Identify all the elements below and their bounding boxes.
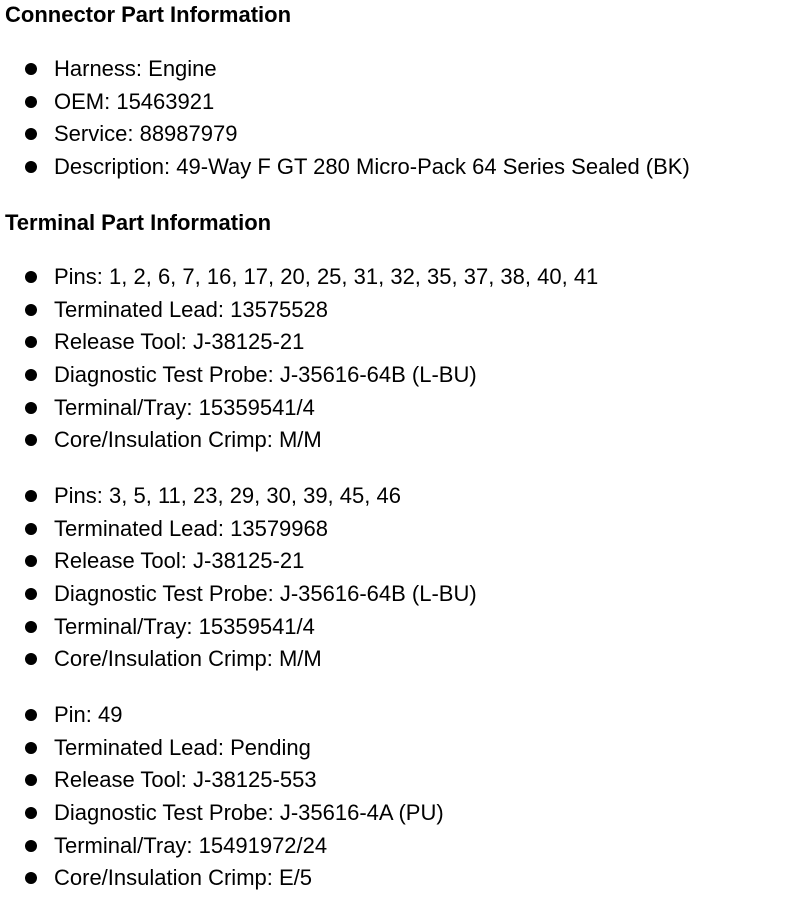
connector-item-text: Service: 88987979 xyxy=(54,121,238,147)
bullet-icon xyxy=(25,490,37,502)
bullet-icon xyxy=(25,369,37,381)
bullet-icon xyxy=(25,304,37,316)
bullet-icon xyxy=(25,742,37,754)
terminal-item-text: Pin: 49 xyxy=(54,702,123,727)
bullet-icon xyxy=(25,774,37,786)
bullet-icon xyxy=(25,588,37,600)
terminal-item-text: Release Tool: J-38125-21 xyxy=(54,329,305,355)
bullet-icon xyxy=(25,709,37,721)
bullet-icon xyxy=(25,161,37,173)
terminal-item-text: Terminal/Tray: 15359541/4 xyxy=(54,613,315,639)
bullet-icon xyxy=(25,621,37,633)
bullet-icon xyxy=(25,840,37,852)
bullet-icon xyxy=(25,63,37,75)
terminal-item-text: Core/Insulation Crimp: M/M xyxy=(54,646,322,672)
terminal-item-text: Release Tool: J-38125-553 xyxy=(54,767,317,793)
terminal-item-text: Diagnostic Test Probe: J-35616-64B (L-BU) xyxy=(54,581,477,607)
bullet-icon xyxy=(25,128,37,140)
bullet-icon xyxy=(25,872,37,884)
terminal-item-text: Core/Insulation Crimp: M/M xyxy=(54,427,322,453)
bullet-icon xyxy=(25,653,37,665)
terminal-item-text: Terminated Lead: Pending xyxy=(54,734,311,760)
bullet-icon xyxy=(25,96,37,108)
terminal-heading: Terminal Part Information xyxy=(5,210,272,235)
connector-heading: Connector Part Information xyxy=(5,2,292,27)
bullet-icon xyxy=(25,434,37,446)
terminal-item-text: Terminated Lead: 13575528 xyxy=(54,296,328,322)
bullet-icon xyxy=(25,271,37,283)
bullet-icon xyxy=(25,807,37,819)
terminal-item-text: Diagnostic Test Probe: J-35616-4A (PU) xyxy=(54,800,444,826)
bullet-icon xyxy=(25,555,37,567)
connector-item-text: OEM: 15463921 xyxy=(54,88,215,114)
terminal-item-text: Pins: 3, 5, 11, 23, 29, 30, 39, 45, 46 xyxy=(54,483,401,508)
terminal-item-text: Diagnostic Test Probe: J-35616-64B (L-BU) xyxy=(54,362,477,388)
terminal-item-text: Terminal/Tray: 15491972/24 xyxy=(54,832,328,858)
bullet-icon xyxy=(25,402,37,414)
terminal-item-text: Pins: 1, 2, 6, 7, 16, 17, 20, 25, 31, 32, 35, 37, 38, 40, 41 xyxy=(54,264,599,289)
terminal-item-text: Core/Insulation Crimp: E/5 xyxy=(54,865,312,891)
connector-item-text: Description: 49-Way F GT 280 Micro-Pack 64 Series Sealed (BK) xyxy=(54,154,690,180)
bullet-icon xyxy=(25,336,37,348)
connector-item-text: Harness: Engine xyxy=(54,56,217,81)
terminal-item-text: Release Tool: J-38125-21 xyxy=(54,548,305,574)
terminal-item-text: Terminated Lead: 13579968 xyxy=(54,515,328,541)
bullet-icon xyxy=(25,523,37,535)
terminal-item-text: Terminal/Tray: 15359541/4 xyxy=(54,394,315,420)
